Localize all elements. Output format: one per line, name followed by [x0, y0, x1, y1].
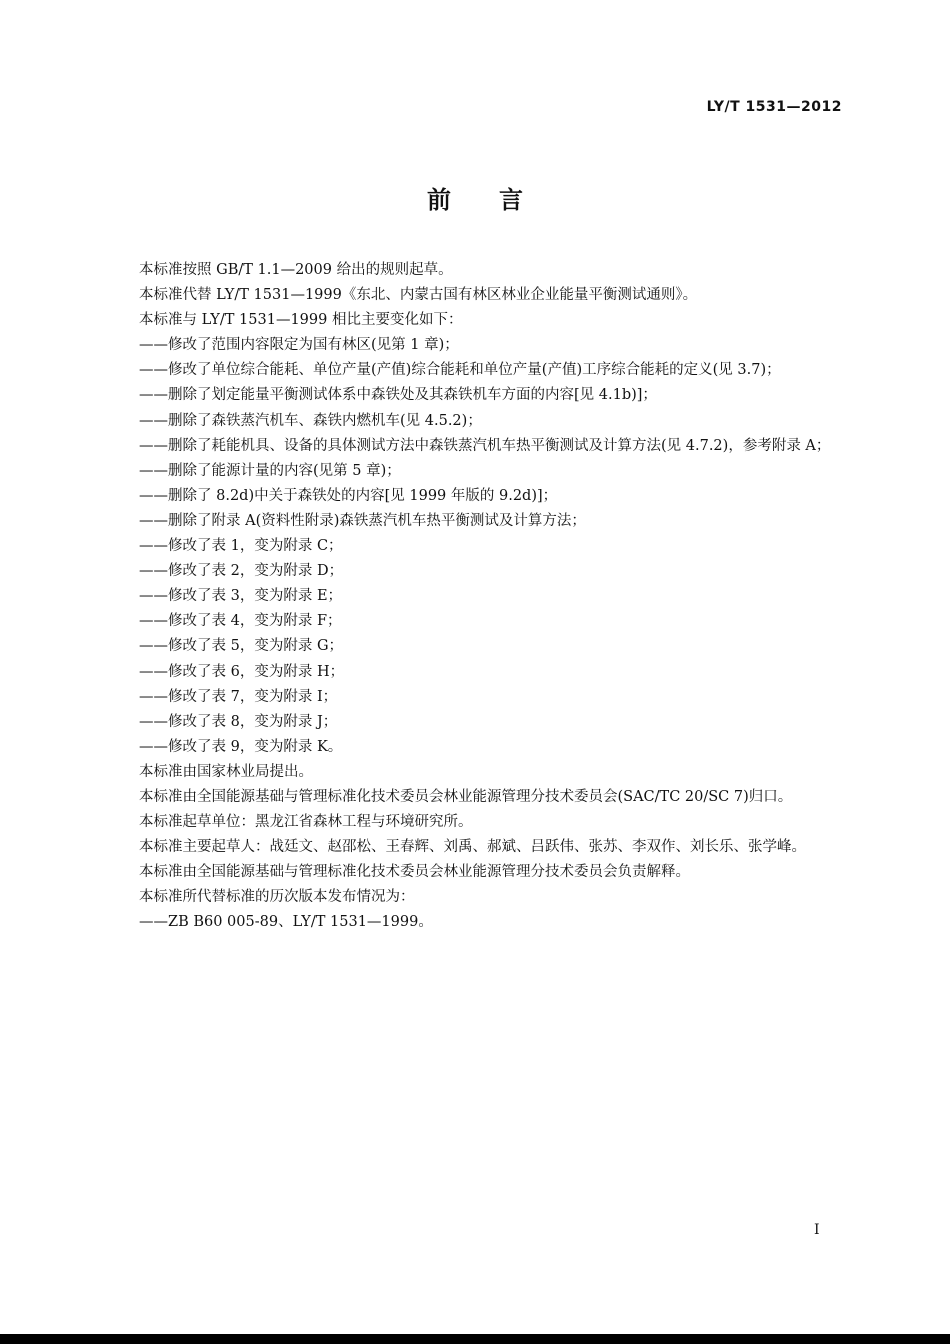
change-item: ——修改了表 1，变为附录 C； [139, 538, 343, 555]
foreword-body [108, 258, 843, 936]
paragraph: 本标准起草单位：黑龙江省森林工程与环境研究所。 [139, 814, 473, 831]
paragraph: 本标准与 LY/T 1531—1999 相比主要变化如下： [139, 312, 463, 329]
standard-number: LY/T 1531—2012 [706, 99, 842, 115]
paragraph: 本标准按照 GB/T 1.1—2009 给出的规则起草。 [139, 262, 453, 278]
change-item: ——修改了表 5，变为附录 G； [139, 638, 344, 655]
change-item: ——修改了表 6，变为附录 H； [139, 663, 345, 680]
change-item: ——删除了附录 A(资料性附录)森铁蒸汽机车热平衡测试及计算方法； [139, 512, 586, 529]
change-item: ——修改了表 4，变为附录 F； [139, 613, 342, 630]
change-item: ——修改了表 3，变为附录 E； [139, 588, 343, 605]
history-item: ——ZB B60 005-89、LY/T 1531—1999。 [139, 914, 433, 931]
bottom-divider [0, 1334, 950, 1344]
change-item: ——删除了能源计量的内容(见第 5 章)； [139, 462, 401, 479]
change-item: ——删除了耗能机具、设备的具体测试方法中森铁蒸汽机车热平衡测试及计算方法(见 4.7.2)，参考附录 A； [139, 437, 831, 454]
page-number: I [814, 1222, 820, 1238]
change-item: ——修改了表 9，变为附录 K。 [139, 738, 343, 755]
change-item: ——修改了范围内容限定为国有林区(见第 1 章)； [139, 337, 459, 354]
paragraph: 本标准由国家林业局提出。 [139, 763, 313, 780]
change-item: ——修改了表 8，变为附录 J； [139, 713, 338, 730]
paragraph: 本标准主要起草人：战廷文、赵邵松、王春辉、刘禹、郝斌、吕跃伟、张苏、李双作、刘长乐、张学峰。 [139, 839, 806, 856]
change-item: ——删除了森铁蒸汽机车、森铁内燃机车(见 4.5.2)； [139, 412, 482, 429]
page-title: 前 言 [427, 186, 523, 214]
paragraph: 本标准由全国能源基础与管理标准化技术委员会林业能源管理分技术委员会负责解释。 [139, 864, 690, 881]
change-item: ——修改了单位综合能耗、单位产量(产值)综合能耗和单位产量(产值)工序综合能耗的定义(见 3.7)； [139, 362, 781, 379]
change-item: ——删除了 8.2d)中关于森铁处的内容[见 1999 年版的 9.2d)]； [139, 487, 558, 504]
paragraph: 本标准代替 LY/T 1531—1999《东北、内蒙古国有林区林业企业能量平衡测试通则》。 [139, 287, 698, 304]
paragraph: 本标准所代替标准的历次版本发布情况为： [139, 889, 415, 906]
change-item: ——修改了表 7，变为附录 I； [139, 688, 338, 705]
change-item: ——删除了划定能量平衡测试体系中森铁处及其森铁机车方面的内容[见 4.1b)]； [139, 387, 657, 404]
paragraph: 本标准由全国能源基础与管理标准化技术委员会林业能源管理分技术委员会(SAC/TC 20/SC 7)归口。 [139, 788, 793, 805]
change-item: ——修改了表 2，变为附录 D； [139, 563, 344, 580]
